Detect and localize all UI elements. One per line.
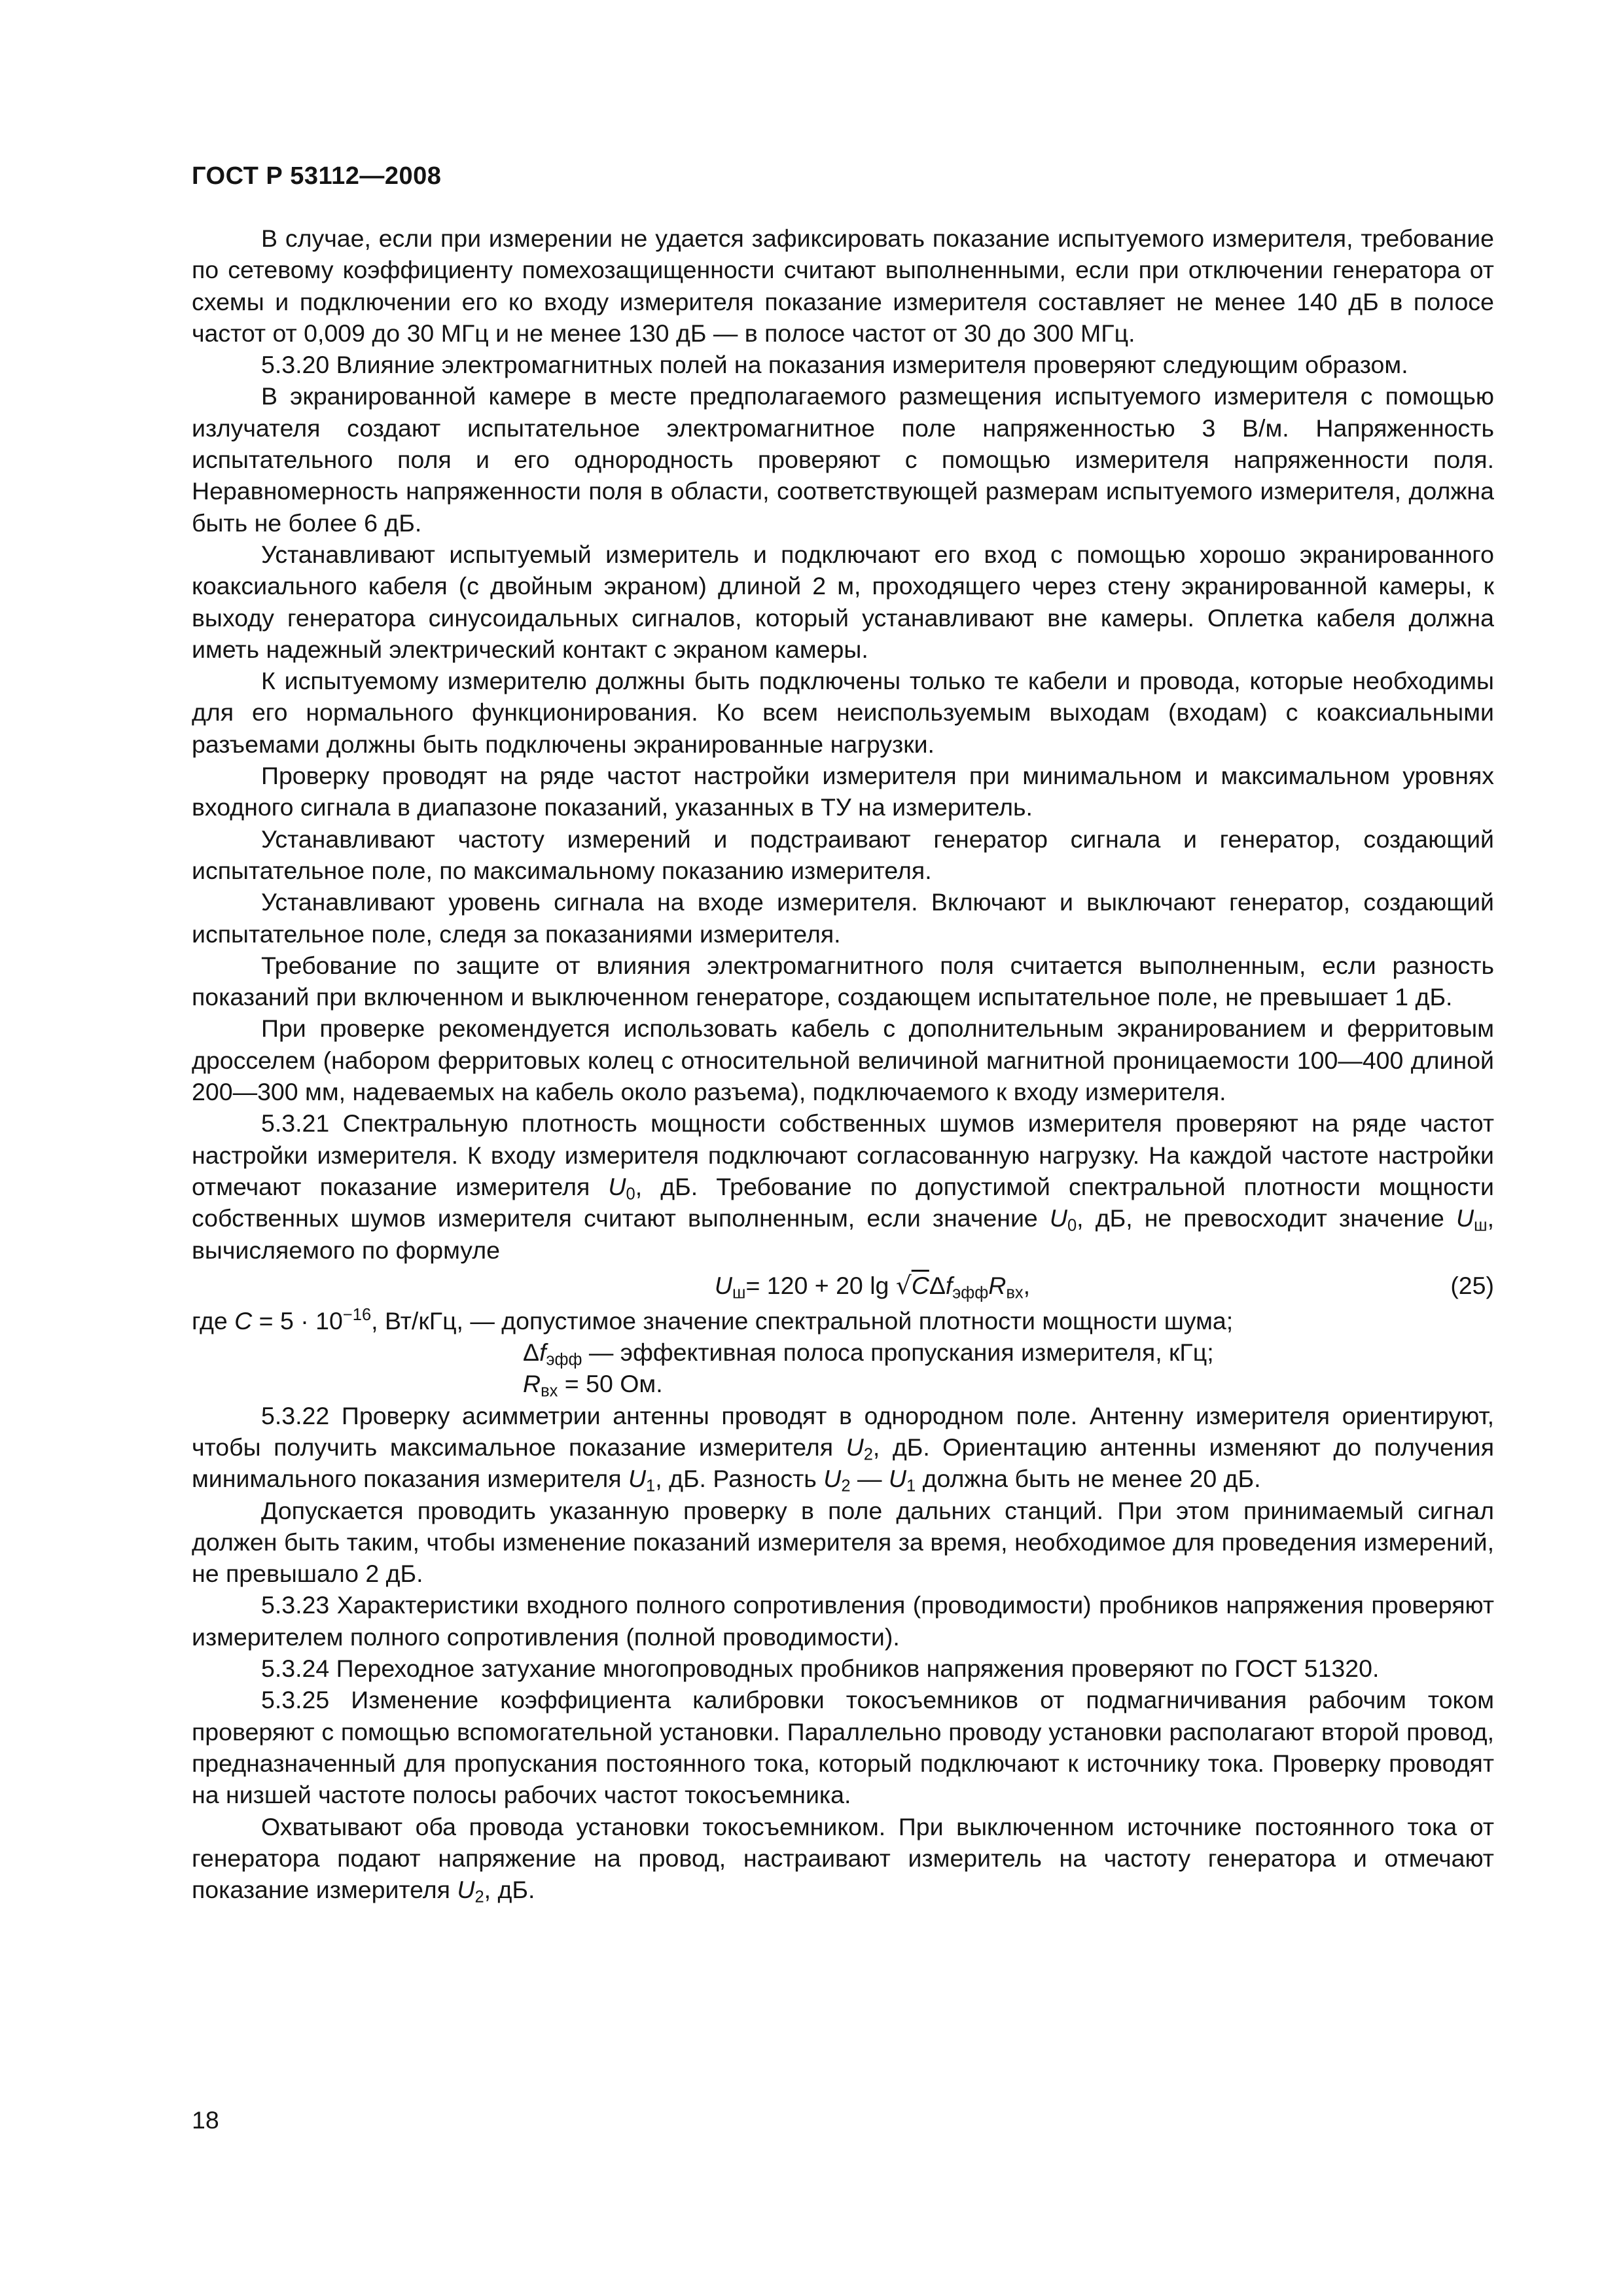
subscript: эфф — [952, 1283, 989, 1302]
text-run: — эффективная полоса пропускания измерителя, кГц; — [582, 1338, 1214, 1367]
paragraph: Допускается проводить указанную проверку в поле дальних станций. При этом принимаемый сигнал должен быть таким, чтобы изменение показаний измерителя за время, необходимое для проведения измерений, не превышало 2 дБ. — [192, 1496, 1494, 1588]
subscript: вх — [1006, 1283, 1024, 1302]
text-run: 5.3.22 Проверку асимметрии антенны проводят в однородном поле. Антенну измерителя ориентируют, чтобы получить максимальное показание измерителя — [192, 1401, 1494, 1461]
subscript: 0 — [626, 1185, 635, 1204]
paragraph-5-3-21 — [192, 1107, 1494, 1265]
variable-u: U — [714, 1271, 732, 1299]
formula-number: (25) — [1450, 1271, 1494, 1299]
paragraph: К испытуемому измерителю должны быть подключены только те кабели и провода, которые необходимы для его нормального функционирования. Ко всем неиспользуемым выходам (входам) с коаксиальными разъемами должны быть подключены экранированные нагрузки. — [192, 667, 1494, 758]
variable-u: U — [608, 1172, 626, 1200]
paragraph-5-3-20: 5.3.20 Влияние электромагнитных полей на показания измерителя проверяют следующим образом. — [261, 351, 1408, 379]
variable-u: U — [457, 1876, 475, 1904]
text-run: где — [192, 1306, 235, 1335]
paragraph-5-3-23: 5.3.23 Характеристики входного полного сопротивления (проводимости) пробников напряжения проверяют измерителем полного сопротивления (полной проводимости). — [192, 1591, 1494, 1651]
formula-expression — [715, 1266, 1030, 1305]
definition-delta-f — [192, 1336, 1494, 1368]
paragraph-5-3-22 — [192, 1400, 1494, 1495]
paragraph: В экранированной камере в месте предполагаемого размещения испытуемого измерителя с помощью излучателя создают испытательное электромагнитное поле напряженностью 3 В/м. Напряженность испытательного поля и его однородность проверяют с помощью измерителя напряженности поля. Неравномерность напряженности поля в области, соответствующей размерам испытуемого измерителя, должна быть не более 6 дБ. — [192, 382, 1494, 537]
paragraph: При проверке рекомендуется использовать кабель с дополнительным экранированием и ферритовым дросселем (набором ферритовых колец с относительной величиной магнитной проницаемости 100—400 длиной 200—300 мм, надеваемых на кабель около разъема), подключаемого к входу измерителя. — [192, 1014, 1494, 1106]
variable-c: C — [911, 1271, 929, 1299]
definition-r — [192, 1368, 1494, 1399]
variable-u: U — [1049, 1204, 1067, 1232]
text-run: , дБ. Ориентацию антенны изменяют до получения минимального показания измерителя — [192, 1433, 1494, 1493]
paragraph: Устанавливают уровень сигнала на входе измерителя. Включают и выключают генератор, создающий испытательное поле, следя за показаниями измерителя. — [192, 888, 1494, 948]
subscript: ш — [1474, 1216, 1488, 1235]
subscript: эфф — [546, 1350, 582, 1369]
definition-c — [192, 1305, 1494, 1336]
paragraph: Проверку проводят на ряде частот настройки измерителя при минимальном и максимальном уровнях входного сигнала в диапазоне показаний, указанных в ТУ на измеритель. — [192, 762, 1494, 821]
text-run: — — [850, 1465, 889, 1493]
variable-f: f — [539, 1338, 546, 1367]
standard-code-header: ГОСТ Р 53112—2008 — [192, 162, 442, 190]
subscript: ш — [732, 1283, 746, 1302]
variable-u: U — [888, 1465, 906, 1493]
subscript: 2 — [863, 1445, 873, 1464]
formula-text: , — [1023, 1271, 1031, 1299]
paragraph: В случае, если при измерении не удается зафиксировать показание испытуемого измерителя, требование по сетевому коэффициенту помехозащищенности считают выполненными, если при отключении генератора от схемы и подключении его ко входу измерителя показание измерителя составляет не менее 140 дБ в полосе частот от 0,009 до 30 МГц и не менее 130 дБ — в полосе частот от 30 до 300 МГц. — [192, 224, 1494, 347]
text-run: , дБ. Разность — [655, 1465, 824, 1493]
variable-u: U — [823, 1465, 842, 1493]
paragraph: Устанавливают частоту измерений и подстраивают генератор сигнала и генератор, создающий испытательное поле, по максимальному показанию измерителя. — [192, 825, 1494, 884]
variable-u: U — [628, 1465, 647, 1493]
paragraph: Требование по защите от влияния электромагнитного поля считается выполненным, если разность показаний при включенном и выключенном генераторе, создающем испытательное поле, не превышает 1 дБ. — [192, 951, 1494, 1011]
paragraph-5-3-25: 5.3.25 Изменение коэффициента калибровки токосъемников от подмагничивания рабочим током проверяют с помощью вспомогательной установки. Параллельно проводу установки располагают второй провод, предназначенный для пропускания постоянного тока, который подключают к источнику тока. Проверку проводят на низшей частоте полосы рабочих частот токосъемника. — [192, 1686, 1494, 1809]
sqrt-symbol: √ — [895, 1270, 912, 1300]
subscript: 2 — [474, 1888, 484, 1907]
subscript: вх — [541, 1382, 558, 1401]
variable-f: f — [945, 1271, 953, 1299]
superscript: −16 — [342, 1305, 372, 1324]
text-run: = 5 · 10 — [252, 1306, 343, 1335]
variable-r: R — [988, 1271, 1007, 1299]
text-run: , вычисляемого по формуле — [192, 1204, 1494, 1264]
delta-symbol: Δ — [523, 1338, 540, 1367]
paragraph: Устанавливают испытуемый измеритель и подключают его вход с помощью хорошо экранированного коаксиального кабеля (с двойным экраном) длиной 2 м, проходящего через стену экранированной камеры, к выходу генератора синусоидальных сигналов, который устанавливают вне камеры. Оплетка кабеля должна иметь надежный электрический контакт с экраном камеры. — [192, 540, 1494, 663]
text-run: , дБ. Требование по допустимой спектральной плотности мощности собственных шумов измерителя считают выполненным, если значение — [192, 1172, 1494, 1232]
paragraph — [192, 1811, 1494, 1906]
paragraph-5-3-24: 5.3.24 Переходное затухание многопроводных пробников напряжения проверяют по ГОСТ 51320. — [261, 1655, 1380, 1683]
delta-symbol: Δ — [929, 1271, 946, 1299]
formula-25 — [192, 1266, 1494, 1305]
variable-r: R — [523, 1370, 541, 1398]
variable-u: U — [846, 1433, 864, 1461]
text-run: , дБ. — [484, 1876, 535, 1904]
variable-u: U — [1456, 1204, 1474, 1232]
subscript: 0 — [1067, 1216, 1077, 1235]
subscript: 1 — [646, 1477, 656, 1496]
text-run: = 50 Ом. — [558, 1370, 663, 1398]
formula-definitions — [192, 1305, 1494, 1400]
text-run: 5.3.21 Спектральную плотность мощности собственных шумов измерителя проверяют на ряде частот настройки измерителя. К входу измерителя подключают согласованную нагрузку. На каждой частоте настройки отмечают показание измерителя — [192, 1109, 1494, 1200]
page-number: 18 — [192, 2106, 219, 2134]
subscript: 2 — [841, 1477, 851, 1496]
text-run: должна быть не менее 20 дБ. — [916, 1465, 1261, 1493]
formula-text: = 120 + 20 lg — [745, 1271, 896, 1299]
text-run: , Вт/кГц, — допустимое значение спектральной плотности мощности шума; — [371, 1306, 1234, 1335]
text-run: , дБ, не превосходит значение — [1077, 1204, 1456, 1232]
document-body — [192, 223, 1494, 1905]
text-run: Охватывают оба провода установки токосъемником. При выключенном источнике постоянного тока от генератора подают напряжение на провод, настраивают измеритель на частоту генератора и отмечают показание измерителя — [192, 1812, 1494, 1904]
subscript: 1 — [906, 1477, 916, 1496]
variable-c: C — [234, 1306, 253, 1335]
